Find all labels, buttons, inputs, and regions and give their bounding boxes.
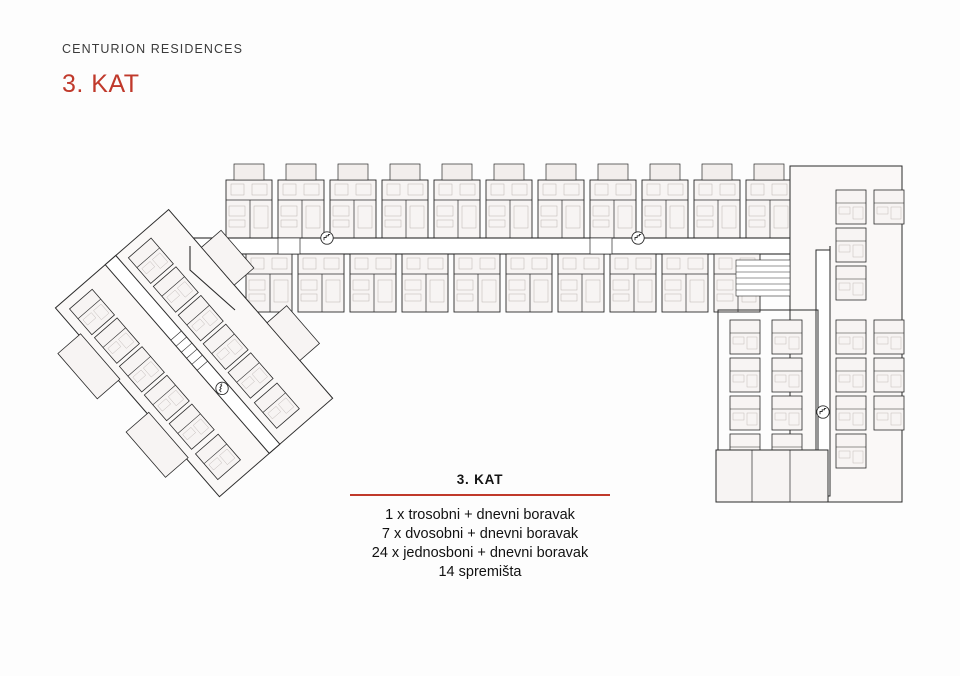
legend-line-1: 1 x trosobni + dnevni boravak	[385, 506, 575, 523]
stair-marker-icon	[817, 406, 829, 418]
header	[62, 42, 243, 99]
legend-title: 3. KAT	[456, 472, 504, 487]
stair-marker-icon	[632, 232, 644, 244]
legend-line-3: 24 x jednosboni + dnevni boravak	[371, 544, 589, 561]
east-wing	[716, 166, 904, 502]
legend	[350, 472, 610, 582]
legend-divider	[350, 494, 610, 496]
legend-line-2: 7 x dvosobni + dnevni boravak	[381, 525, 579, 542]
legend-line-4: 14 spremišta	[438, 563, 522, 580]
project-name: CENTURION RESIDENCES	[62, 42, 244, 56]
page-title: 3. KAT	[62, 70, 140, 98]
stair-marker-icon	[321, 232, 333, 244]
north-wing	[190, 164, 830, 312]
